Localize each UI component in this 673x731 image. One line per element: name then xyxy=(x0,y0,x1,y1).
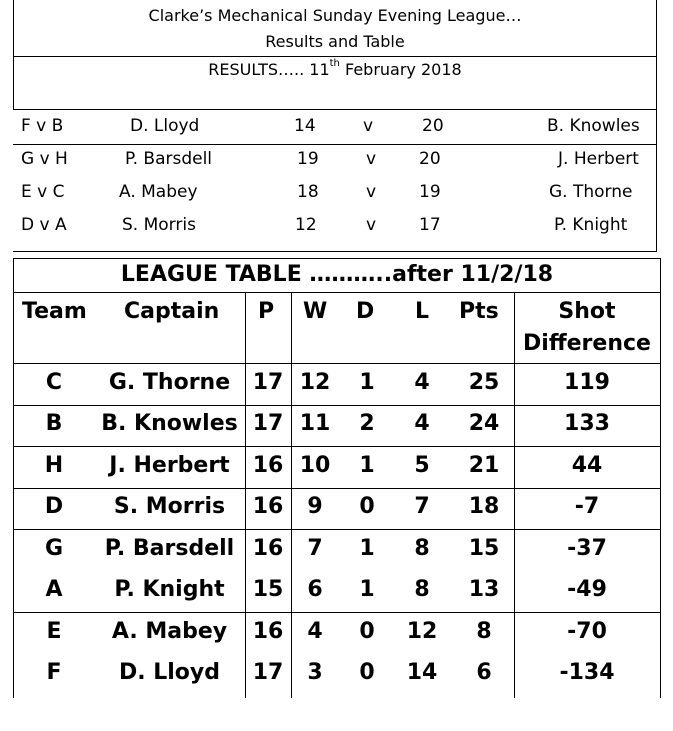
shot-difference-line2: Difference xyxy=(523,331,651,356)
cell-d: 2 xyxy=(359,411,375,436)
cell-captain: P. Knight xyxy=(114,577,225,602)
cell-diff: -37 xyxy=(567,536,607,561)
away-score: 19 xyxy=(419,182,441,202)
cell-d: 1 xyxy=(359,453,375,478)
cell-captain: G. Thorne xyxy=(108,370,231,395)
shot-difference-line1: Shot xyxy=(558,299,616,324)
away-captain: P. Knight xyxy=(554,215,628,235)
column-header-shot-difference xyxy=(514,299,660,356)
column-header-captain: Captain xyxy=(124,299,220,324)
cell-pts: 18 xyxy=(468,494,500,519)
versus: v xyxy=(363,116,374,136)
table-row xyxy=(14,571,660,612)
cell-d: 0 xyxy=(359,494,375,519)
cell-d: 1 xyxy=(359,370,375,395)
home-captain: P. Barsdell xyxy=(125,149,213,169)
column-header-drawn: D xyxy=(356,299,375,324)
cell-diff: -7 xyxy=(574,494,600,519)
match-teams: E v C xyxy=(21,182,65,202)
cell-team: A xyxy=(45,577,63,602)
cell-p: 15 xyxy=(252,577,284,602)
cell-l: 4 xyxy=(414,411,430,436)
cell-team: H xyxy=(44,453,64,478)
cell-pts: 21 xyxy=(468,453,500,478)
away-score: 17 xyxy=(419,215,441,235)
league-name: Clarke’s Mechanical Sunday Evening League… xyxy=(148,6,522,25)
cell-pts: 6 xyxy=(476,660,492,685)
table-row xyxy=(14,488,660,529)
cell-p: 16 xyxy=(252,453,284,478)
cell-d: 0 xyxy=(359,660,375,685)
cell-team: F xyxy=(46,660,62,685)
cell-w: 9 xyxy=(307,494,323,519)
cell-w: 12 xyxy=(299,370,331,395)
cell-pts: 8 xyxy=(476,619,492,644)
versus: v xyxy=(366,149,377,169)
cell-p: 17 xyxy=(252,660,284,685)
results-date-heading xyxy=(13,60,657,79)
cell-team: G xyxy=(44,536,64,561)
cell-d: 1 xyxy=(359,536,375,561)
column-header-team: Team xyxy=(22,299,87,324)
away-captain: B. Knowles xyxy=(547,116,640,136)
cell-w: 10 xyxy=(299,453,331,478)
home-score: 19 xyxy=(297,149,319,169)
cell-captain: A. Mabey xyxy=(111,619,228,644)
away-score: 20 xyxy=(422,116,444,136)
cell-diff: -49 xyxy=(567,577,607,602)
cell-diff: 119 xyxy=(564,370,610,395)
cell-p: 17 xyxy=(252,411,284,436)
match-teams: D v A xyxy=(21,215,67,235)
results-date-suffix: February 2018 xyxy=(339,60,462,79)
result-row xyxy=(13,178,657,208)
cell-l: 5 xyxy=(414,453,430,478)
divider xyxy=(14,292,660,293)
cell-l: 8 xyxy=(414,536,430,561)
cell-l: 8 xyxy=(414,577,430,602)
cell-w: 4 xyxy=(307,619,323,644)
cell-captain: P. Barsdell xyxy=(104,536,235,561)
home-captain: D. Lloyd xyxy=(130,116,200,136)
cell-l: 4 xyxy=(414,370,430,395)
results-and-table-heading: Results and Table xyxy=(265,32,405,51)
cell-pts: 13 xyxy=(468,577,500,602)
home-captain: S. Morris xyxy=(122,215,196,235)
versus: v xyxy=(366,215,377,235)
cell-team: B xyxy=(45,411,63,436)
cell-w: 6 xyxy=(307,577,323,602)
table-row xyxy=(14,613,660,654)
versus: v xyxy=(366,182,377,202)
cell-team: C xyxy=(45,370,63,395)
away-captain: J. Herbert xyxy=(558,149,639,169)
cell-w: 3 xyxy=(307,660,323,685)
league-table xyxy=(13,258,661,698)
away-captain: G. Thorne xyxy=(549,182,633,202)
cell-w: 7 xyxy=(307,536,323,561)
result-row xyxy=(13,112,657,142)
cell-diff: 133 xyxy=(564,411,610,436)
table-row xyxy=(14,364,660,405)
cell-p: 16 xyxy=(252,619,284,644)
cell-d: 1 xyxy=(359,577,375,602)
results-date-sup: th xyxy=(329,58,340,69)
column-header-lost: L xyxy=(415,299,430,324)
cell-l: 12 xyxy=(406,619,438,644)
results-date-prefix: RESULTS….. 11 xyxy=(208,60,330,79)
cell-w: 11 xyxy=(299,411,331,436)
cell-diff: 44 xyxy=(571,453,603,478)
table-row xyxy=(14,447,660,488)
cell-d: 0 xyxy=(359,619,375,644)
cell-l: 7 xyxy=(414,494,430,519)
home-captain: A. Mabey xyxy=(119,182,198,202)
match-teams: F v B xyxy=(21,116,64,136)
cell-l: 14 xyxy=(406,660,438,685)
cell-pts: 24 xyxy=(468,411,500,436)
cell-p: 16 xyxy=(252,536,284,561)
cell-pts: 15 xyxy=(468,536,500,561)
divider xyxy=(13,56,657,57)
table-row xyxy=(14,654,660,695)
cell-pts: 25 xyxy=(468,370,500,395)
cell-p: 16 xyxy=(252,494,284,519)
result-row xyxy=(13,145,657,175)
league-table-title: LEAGUE TABLE ………..after 11/2/18 xyxy=(120,262,554,287)
home-score: 12 xyxy=(295,215,317,235)
home-score: 18 xyxy=(297,182,319,202)
divider xyxy=(13,109,657,110)
column-header-points: Pts xyxy=(459,299,499,324)
table-row xyxy=(14,405,660,446)
cell-team: E xyxy=(46,619,62,644)
table-row xyxy=(14,530,660,571)
cell-diff: -70 xyxy=(567,619,607,644)
column-header-won: W xyxy=(303,299,328,324)
home-score: 14 xyxy=(294,116,316,136)
cell-captain: J. Herbert xyxy=(109,453,230,478)
cell-captain: D. Lloyd xyxy=(118,660,221,685)
results-section xyxy=(13,0,657,252)
result-row xyxy=(13,211,657,241)
cell-diff: -134 xyxy=(559,660,615,685)
column-header-played: P xyxy=(258,299,275,324)
cell-captain: B. Knowles xyxy=(101,411,238,436)
cell-captain: S. Morris xyxy=(113,494,226,519)
cell-team: D xyxy=(44,494,64,519)
cell-p: 17 xyxy=(252,370,284,395)
away-score: 20 xyxy=(419,149,441,169)
match-teams: G v H xyxy=(21,149,68,169)
